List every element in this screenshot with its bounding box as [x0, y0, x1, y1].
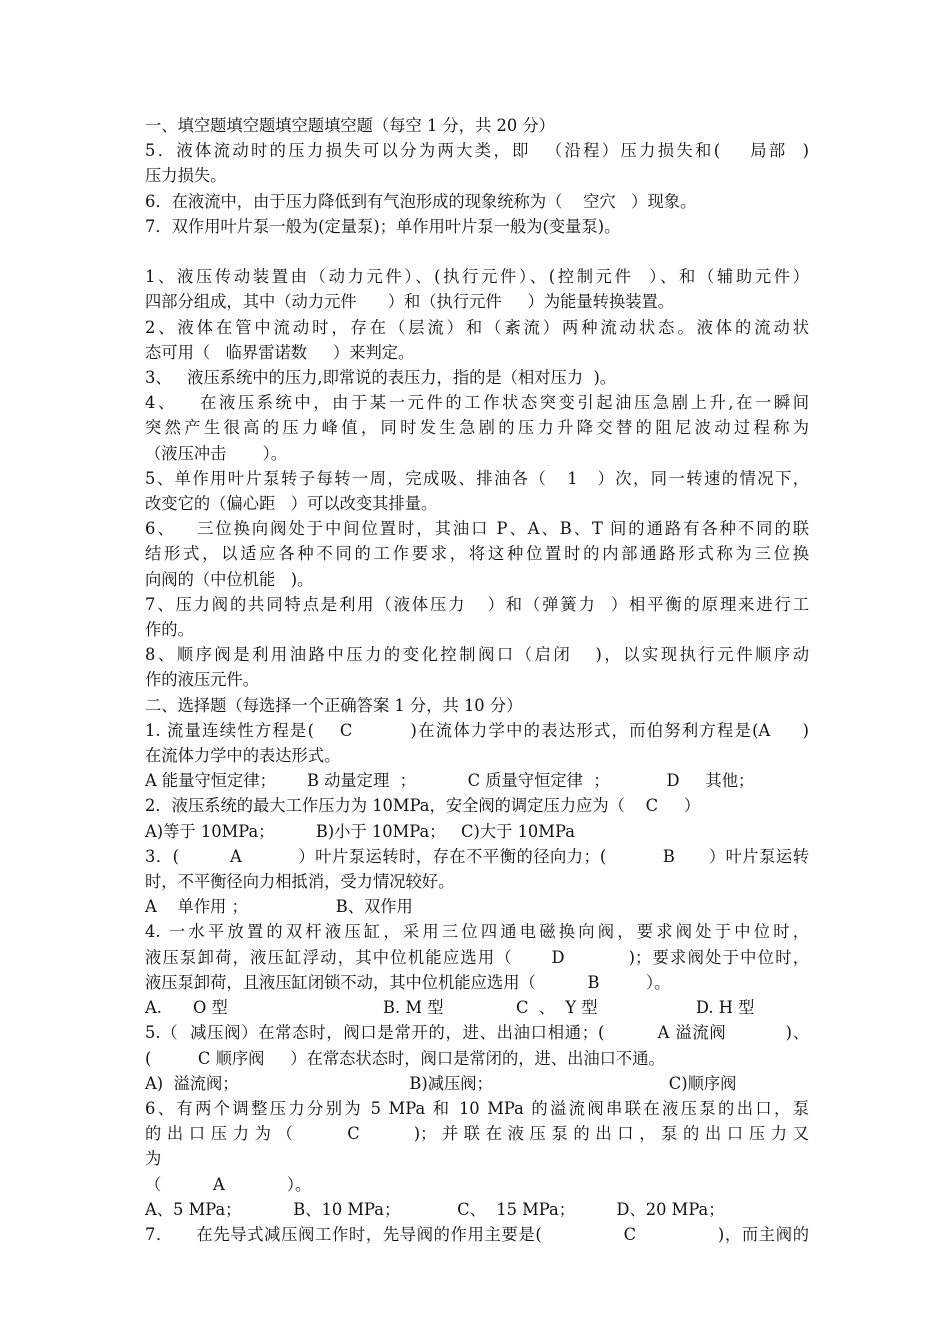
- text-line: 态可用（ 临界雷诺数 ）来判定。: [145, 342, 415, 362]
- text-line: 结形式，以适应各种不同的工作要求，将这种位置时的内部通路形式称为三位换: [145, 544, 809, 564]
- text-line: 向阀的（中位机能 )。: [145, 569, 314, 589]
- text-line: 4、 在液压系统中，由于某一元件的工作状态突变引起油压急剧上升,在一瞬间: [145, 393, 809, 413]
- text-line: 4. 一水平放置的双杆液压缸，采用三位四通电磁换向阀，要求阀处于中位时，: [145, 922, 809, 942]
- answer-options: A)等于 10MPa； B)小于 10MPa； C)大于 10MPa: [145, 821, 575, 841]
- blank-line: [145, 239, 809, 264]
- text-line: 7．双作用叶片泵一般为(定量泵)；单作用叶片泵一般为(变量泵)。: [145, 216, 621, 236]
- text-line: 7、压力阀的共同特点是利用（液体压力 ）和（弹簧力 ）相平衡的原理来进行工: [145, 594, 809, 614]
- text-line: 在流体力学中的表达形式。: [145, 746, 341, 766]
- answer-options: A、5 MPa； B、10 MPa； C、 15 MPa； D、20 MPa；: [145, 1199, 725, 1219]
- text-line: 突然产生很高的压力峰值，同时发生急剧的压力升降交替的阻尼波动过程称为: [145, 418, 809, 438]
- text-line: 7． 在先导式减压阀工作时，先导阀的作用主要是( C )，而主阀的: [145, 1224, 809, 1244]
- text-line: 2、液体在管中流动时，存在（层流）和（紊流）两种流动状态。液体的流动状: [145, 317, 809, 337]
- answer-options: A. O 型 B. M 型 C 、 Y 型 D. H 型: [145, 998, 755, 1018]
- text-line: 5.（ 减压阀）在常态时，阀口是常开的，进、出油口相通；( A 溢流阀 )、: [145, 1023, 809, 1043]
- text-line: 3．( A ）叶片泵运转时，存在不平衡的径向力；( B ）叶片泵运转: [145, 846, 809, 866]
- text-line: 的 出 口 压 力 为 （ C )； 并 联 在 液 压 泵 的 出 口 ， 泵 的 出 口 压 力 又 为: [145, 1124, 815, 1169]
- text-line: 压力损失。: [145, 166, 227, 186]
- text-line: 1. 流量连续性方程是( C )在流体力学中的表达形式，而伯努利方程是(A ): [145, 720, 809, 740]
- text-line: 5．液体流动时的压力损失可以分为两大类，即 （沿程）压力损失和( 局部 ): [145, 141, 809, 161]
- text-line: 2．液压系统的最大工作压力为 10MPa，安全阀的调定压力应为（ C ）: [145, 796, 701, 816]
- text-line: 四部分组成，其中（动力元件 ）和（执行元件 ）为能量转换装置。: [145, 292, 675, 312]
- text-line: 时，不平衡径向力相抵消，受力情况较好。: [145, 872, 455, 892]
- text-line: ( C 顺序阀 ）在常态状态时，阀口是常闭的，进、出油口不通。: [145, 1048, 665, 1068]
- text-line: 改变它的（偏心距 ）可以改变其排量。: [145, 494, 438, 514]
- text-line: 8、顺序阀是利用油路中压力的变化控制阀口（启闭 )，以实现执行元件顺序动: [145, 645, 809, 665]
- section-heading-multiple-choice: 二、选择题（每选择一个正确答案 1 分，共 10 分）: [145, 695, 523, 715]
- text-line: 3、 液压系统中的压力,即常说的表压力，指的是（相对压力 )。: [145, 368, 617, 388]
- text-line: 作的。: [145, 620, 194, 640]
- text-line: 1、液压传动装置由（动力元件）、(执行元件）、(控制元件 ）、和（辅助元件）: [145, 267, 809, 287]
- answer-options: A 能量守恒定律； B 动量定理 ； C 质量守恒定律 ； D 其他；: [145, 771, 755, 791]
- text-line: 5、单作用叶片泵转子每转一周，完成吸、排油各（ 1 ）次，同一转速的情况下，: [145, 468, 809, 488]
- text-line: 液压泵卸荷，且液压缸闭锁不动，其中位机能应选用（ B ）。: [145, 972, 671, 992]
- text-line: 液压泵卸荷，液压缸浮动，其中位机能应选用（ D )；要求阀处于中位时，: [145, 947, 809, 967]
- text-line: 6、有两个调整压力分别为 5 MPa 和 10 MPa 的溢流阀串联在液压泵的出口，泵: [145, 1098, 809, 1118]
- text-line: 6．在液流中，由于压力降低到有气泡形成的现象统称为（ 空穴 ）现象。: [145, 191, 697, 211]
- text-line: （液压冲击 ）。: [145, 443, 288, 463]
- section-heading-fill-in: 一、填空题填空题填空题填空题（每空 1 分，共 20 分）: [145, 116, 555, 135]
- text-line: （ A ）。: [145, 1174, 312, 1194]
- text-line: 作的液压元件。: [145, 670, 259, 690]
- text-line: 6、 三位换向阀处于中间位置时，其油口 P、A、B、T 间的通路有各种不同的联: [145, 519, 809, 539]
- answer-options: A) 溢流阀； B)减压阀； C)顺序阀: [145, 1073, 737, 1093]
- document-body: [145, 113, 815, 1247]
- answer-options: A 单作用 ； B、双作用: [145, 897, 413, 917]
